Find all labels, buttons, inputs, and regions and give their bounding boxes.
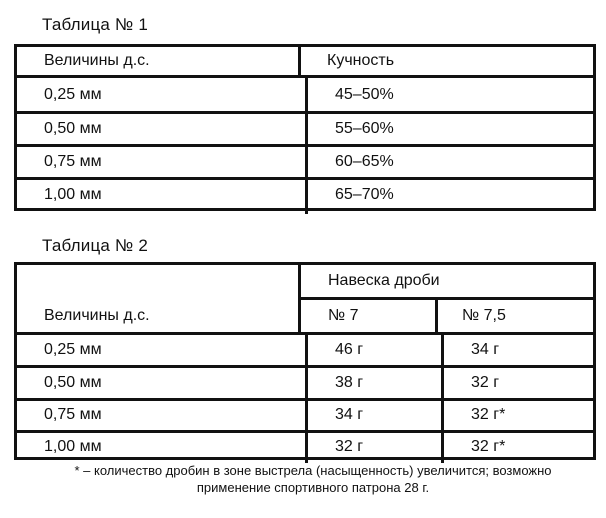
table2-header-sub2: № 7,5 — [462, 307, 506, 324]
table2-sub-divider — [435, 297, 438, 332]
table2-row2-v75: 32 г — [471, 374, 500, 391]
table2-row1-size: 0,25 мм — [44, 341, 102, 358]
table2-row2-size: 0,50 мм — [44, 374, 102, 391]
table2-row2-v7: 38 г — [335, 374, 364, 391]
table2-hline — [17, 398, 593, 401]
table1-row1-value: 45–50% — [335, 86, 394, 103]
table2-row4-v7: 32 г — [335, 438, 364, 455]
table1-hline — [17, 75, 593, 78]
table1-row3-size: 0,75 мм — [44, 153, 102, 170]
table1-hline — [17, 177, 593, 180]
table1-row4-value: 65–70% — [335, 186, 394, 203]
table1-row4-size: 1,00 мм — [44, 186, 102, 203]
table2-hline — [17, 430, 593, 433]
table2-row3-v75: 32 г* — [471, 406, 506, 423]
table2-row1-v7: 46 г — [335, 341, 364, 358]
table2-header-size: Величины д.с. — [44, 307, 150, 324]
table2-row3-v7: 34 г — [335, 406, 364, 423]
table1 — [14, 44, 596, 211]
table2-group-hline — [298, 297, 593, 300]
table2-hline — [17, 332, 593, 335]
table2 — [14, 262, 596, 460]
table1-row3-value: 60–65% — [335, 153, 394, 170]
table1-header-size: Величины д.с. — [44, 52, 150, 69]
table1-row2-value: 55–60% — [335, 120, 394, 137]
table2-row1-v75: 34 г — [471, 341, 500, 358]
table2-header-sub1: № 7 — [328, 307, 359, 324]
table2-row4-v75: 32 г* — [471, 438, 506, 455]
footnote-line2: применение спортивного патрона 28 г. — [196, 480, 430, 495]
table1-row2-size: 0,50 мм — [44, 120, 102, 137]
table1-caption: Таблица № 1 — [42, 15, 148, 34]
table2-caption: Таблица № 2 — [42, 236, 148, 255]
table1-row1-size: 0,25 мм — [44, 86, 102, 103]
table1-header-divider — [298, 47, 301, 75]
table1-hline — [17, 111, 593, 114]
table2-header-group: Навеска дроби — [328, 272, 440, 289]
table1-hline — [17, 144, 593, 147]
table2-hline — [17, 365, 593, 368]
table1-header-density: Кучность — [327, 52, 395, 69]
table2-row3-size: 0,75 мм — [44, 406, 102, 423]
table2-row4-size: 1,00 мм — [44, 438, 102, 455]
footnote-line1: * – количество дробин в зоне выстрела (насыщенность) увеличится; возможно — [74, 463, 552, 478]
